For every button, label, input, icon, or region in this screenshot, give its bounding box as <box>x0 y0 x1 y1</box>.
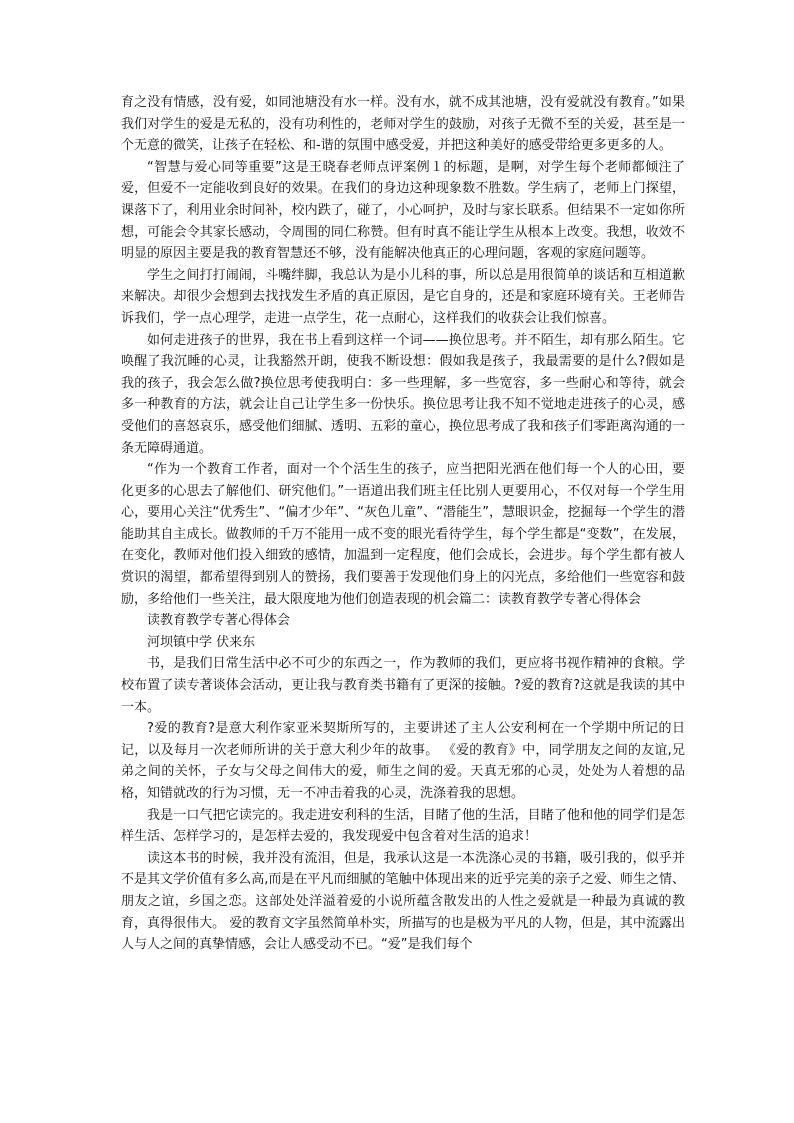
paragraph: 我是一口气把它读完的。我走进安利科的生活，目睹了他的生活，目睹了他和他的同学们是怎样生活、怎样学习的，是怎样去爱的，我发现爱中包含着对生活的追求！ <box>121 807 685 845</box>
paragraph: “作为一个教育工作者，面对一个个活生生的孩子，应当把阳光洒在他们每一个人的心田，要化更多的心思去了解他们、研究他们。”一语道出我们班主任比别人更要用心，不仅对每一个学生用心，要用心关注“优秀生”、“偏才少年”、“灰色儿童”、“潜能生”，慧眼识金，挖掘每一个学生的潜能助其自主成长。做教师的千万不能用一成不变的眼光看待学生，每个学生都是“变数”，在发展，在变化，教师对他们投入细致的感情，加温到一定程度，他们会成长，会进步。每个学生都有被人赏识的渴望，都希望得到别人的赞扬，我们要善于发现他们身上的闪光点，多给他们一些宽容和鼓励，多给他们一些关注，最大限度地为他们创造表现的机会篇二：读教育教学专著心得体会 <box>121 462 685 607</box>
paragraph: 学生之间打打闹闹，斗嘴绊脚，我总认为是小儿科的事，所以总是用很简单的谈话和互相道歉来解决。却很少会想到去找找发生矛盾的真正原因，是它自身的，还是和家庭环境有关。王老师告诉我们，学一点心理学，走进一点学生，花一点耐心，这样我们的收获会让我们惊喜。 <box>121 267 685 326</box>
author-line: 河坝镇中学 伏来东 <box>147 634 256 650</box>
paragraph: 如何走进孩子的世界，我在书上看到这样一个词——换位思考。并不陌生，却有那么陌生。它唤醒了我沉睡的心灵，让我豁然开朗，使我不断设想：假如我是孩子，我最需要的是什么?假如是我的孩子，我会怎么做?换位思考使我明白：多一些理解，多一些宽容，多一些耐心和等待，就会多一种教育的方法，就会让自己让学生多一份快乐。换位思考让我不知不觉地走进孩子的心灵，感受他们的喜怒哀乐，感受他们细腻、透明、五彩的童心，换位思考成了我和孩子们零距离沟通的一条无障碍通道。 <box>121 332 685 456</box>
paragraph: 读这本书的时候，我并没有流泪，但是，我承认这是一本洗涤心灵的书籍，吸引我的，似乎并不是其文学价值有多么高,而是在平凡而细腻的笔触中体现出来的近乎完美的亲子之爱、师生之情、朋友之谊，乡国之恋。这部处处洋溢着爱的小说所蕴含散发出的人性之爱就是一种最为真诚的教育，真得很伟大。 爱的教育文字虽然简单朴实，所描写的也是极为平凡的人物，但是，其中流露出人与人之间的真挚情感，会让人感受动不已。“爱”是我们每个 <box>121 850 685 953</box>
document-body <box>121 92 685 956</box>
paragraph: 育之没有情感，没有爱，如同池塘没有水一样。没有水，就不成其池塘，没有爱就没有教育。”如果我们对学生的爱是无私的，没有功利性的，老师对学生的鼓励，对孩子无微不至的关爱，甚至是一个无意的微笑，让孩子在轻松、和-谐的氛围中感受爱，并把这种美好的感受带给更多更多的人。 <box>121 95 685 154</box>
paragraph: “智慧与爱心同等重要”这是王晓春老师点评案例１的标题，是啊，对学生每个老师都倾注了爱，但爱不一定能收到良好的效果。在我们的身边这种现象数不胜数。学生病了，老师上门探望，课落下了，利用业余时间补，校内跌了，碰了，小心呵护，及时与家长联系。但结果不一定如你所想，可能会令其家长感动，令周围的同仁称赞。但有时真不能让学生从根本上改变。我想，收效不明显的原因主要是我的教育智慧还不够，没有能解决他真正的心理问题，客观的家庭问题等。 <box>121 159 685 262</box>
paragraph: ?爱的教育?是意大利作家亚米契斯所写的，主要讲述了主人公安利柯在一个学期中所记的日记，以及每月一次老师所讲的关于意大利少年的故事。 《爱的教育》中，同学朋友之间的友谊,兄弟之间的关怀，子女与父母之间伟大的爱，师生之间的爱。天真无邪的心灵，处处为人着想的品格，知错就改的行为习惯，无一不冲击着我的心灵，洗涤着我的思想。 <box>121 721 685 801</box>
article-title: 读教育教学专著心得体会 <box>147 613 291 629</box>
paragraph: 书，是我们日常生活中必不可少的东西之一，作为教师的我们，更应将书视作精神的食粮。学校布置了读专著谈体会活动，更让我与教育类书籍有了更深的接触。?爱的教育?这就是我读的其中一本。 <box>121 656 685 715</box>
